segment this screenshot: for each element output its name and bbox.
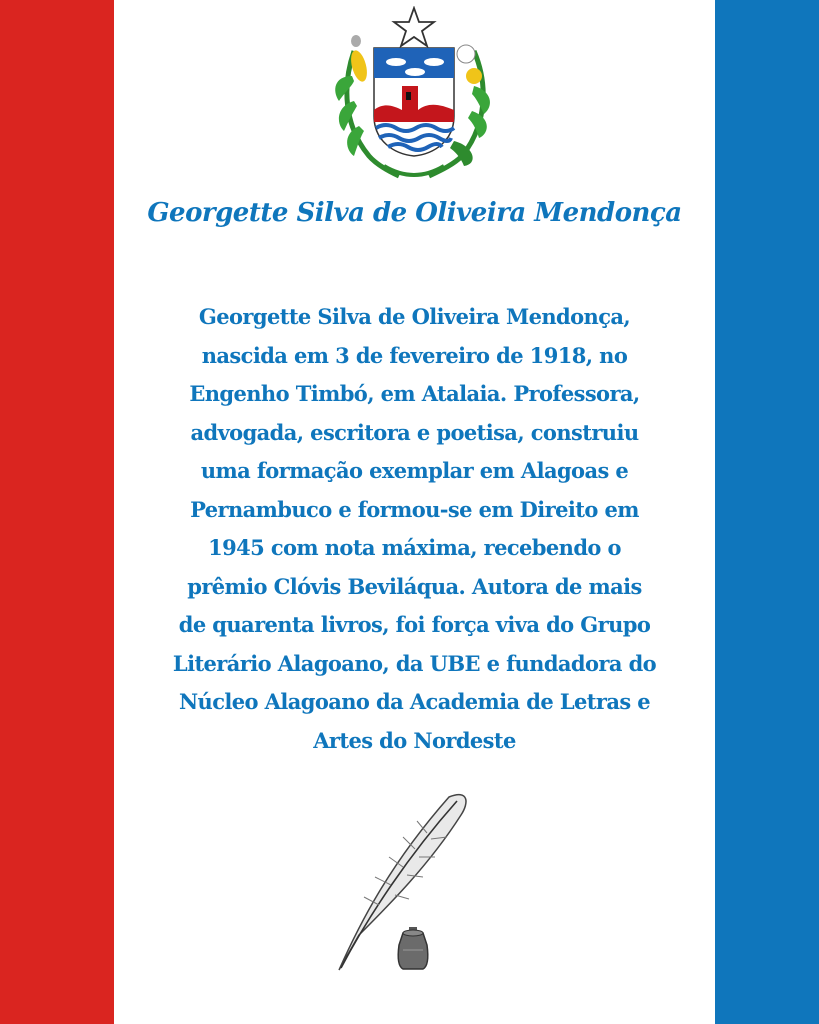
blue-flag-stripe <box>715 0 819 1024</box>
bio-line: Literário Alagoano, da UBE e fundadora do <box>172 650 657 676</box>
quill-and-inkwell-icon <box>319 785 479 980</box>
bio-line: 1945 com nota máxima, recebendo o <box>208 535 621 560</box>
bio-line: Engenho Timbó, em Atalaia. Professora, <box>189 381 640 406</box>
content-panel <box>114 0 715 1024</box>
red-flag-stripe <box>0 0 114 1024</box>
bio-line: nascida em 3 de fevereiro de 1918, no <box>201 342 628 368</box>
page-title: Georgette Silva de Oliveira Mendonça <box>147 198 682 228</box>
bio-line: de quarenta livros, foi força viva do Grupo <box>178 612 651 637</box>
bio-line: prêmio Clóvis Beviláqua. Autora de mais <box>187 573 642 599</box>
bio-line: Núcleo Alagoano da Academia de Letras e <box>178 689 651 714</box>
bio-line: Pernambuco e formou-se em Direito em <box>190 496 639 522</box>
coat-of-arms-icon <box>324 6 504 186</box>
biography-text <box>122 298 707 760</box>
bio-line: Artes do Nordeste <box>313 727 516 753</box>
bio-line: Georgette Silva de Oliveira Mendonça, <box>198 304 631 329</box>
bio-line: advogada, escritora e poetisa, construiu <box>190 419 639 445</box>
bio-line: uma formação exemplar em Alagoas e <box>200 458 629 483</box>
